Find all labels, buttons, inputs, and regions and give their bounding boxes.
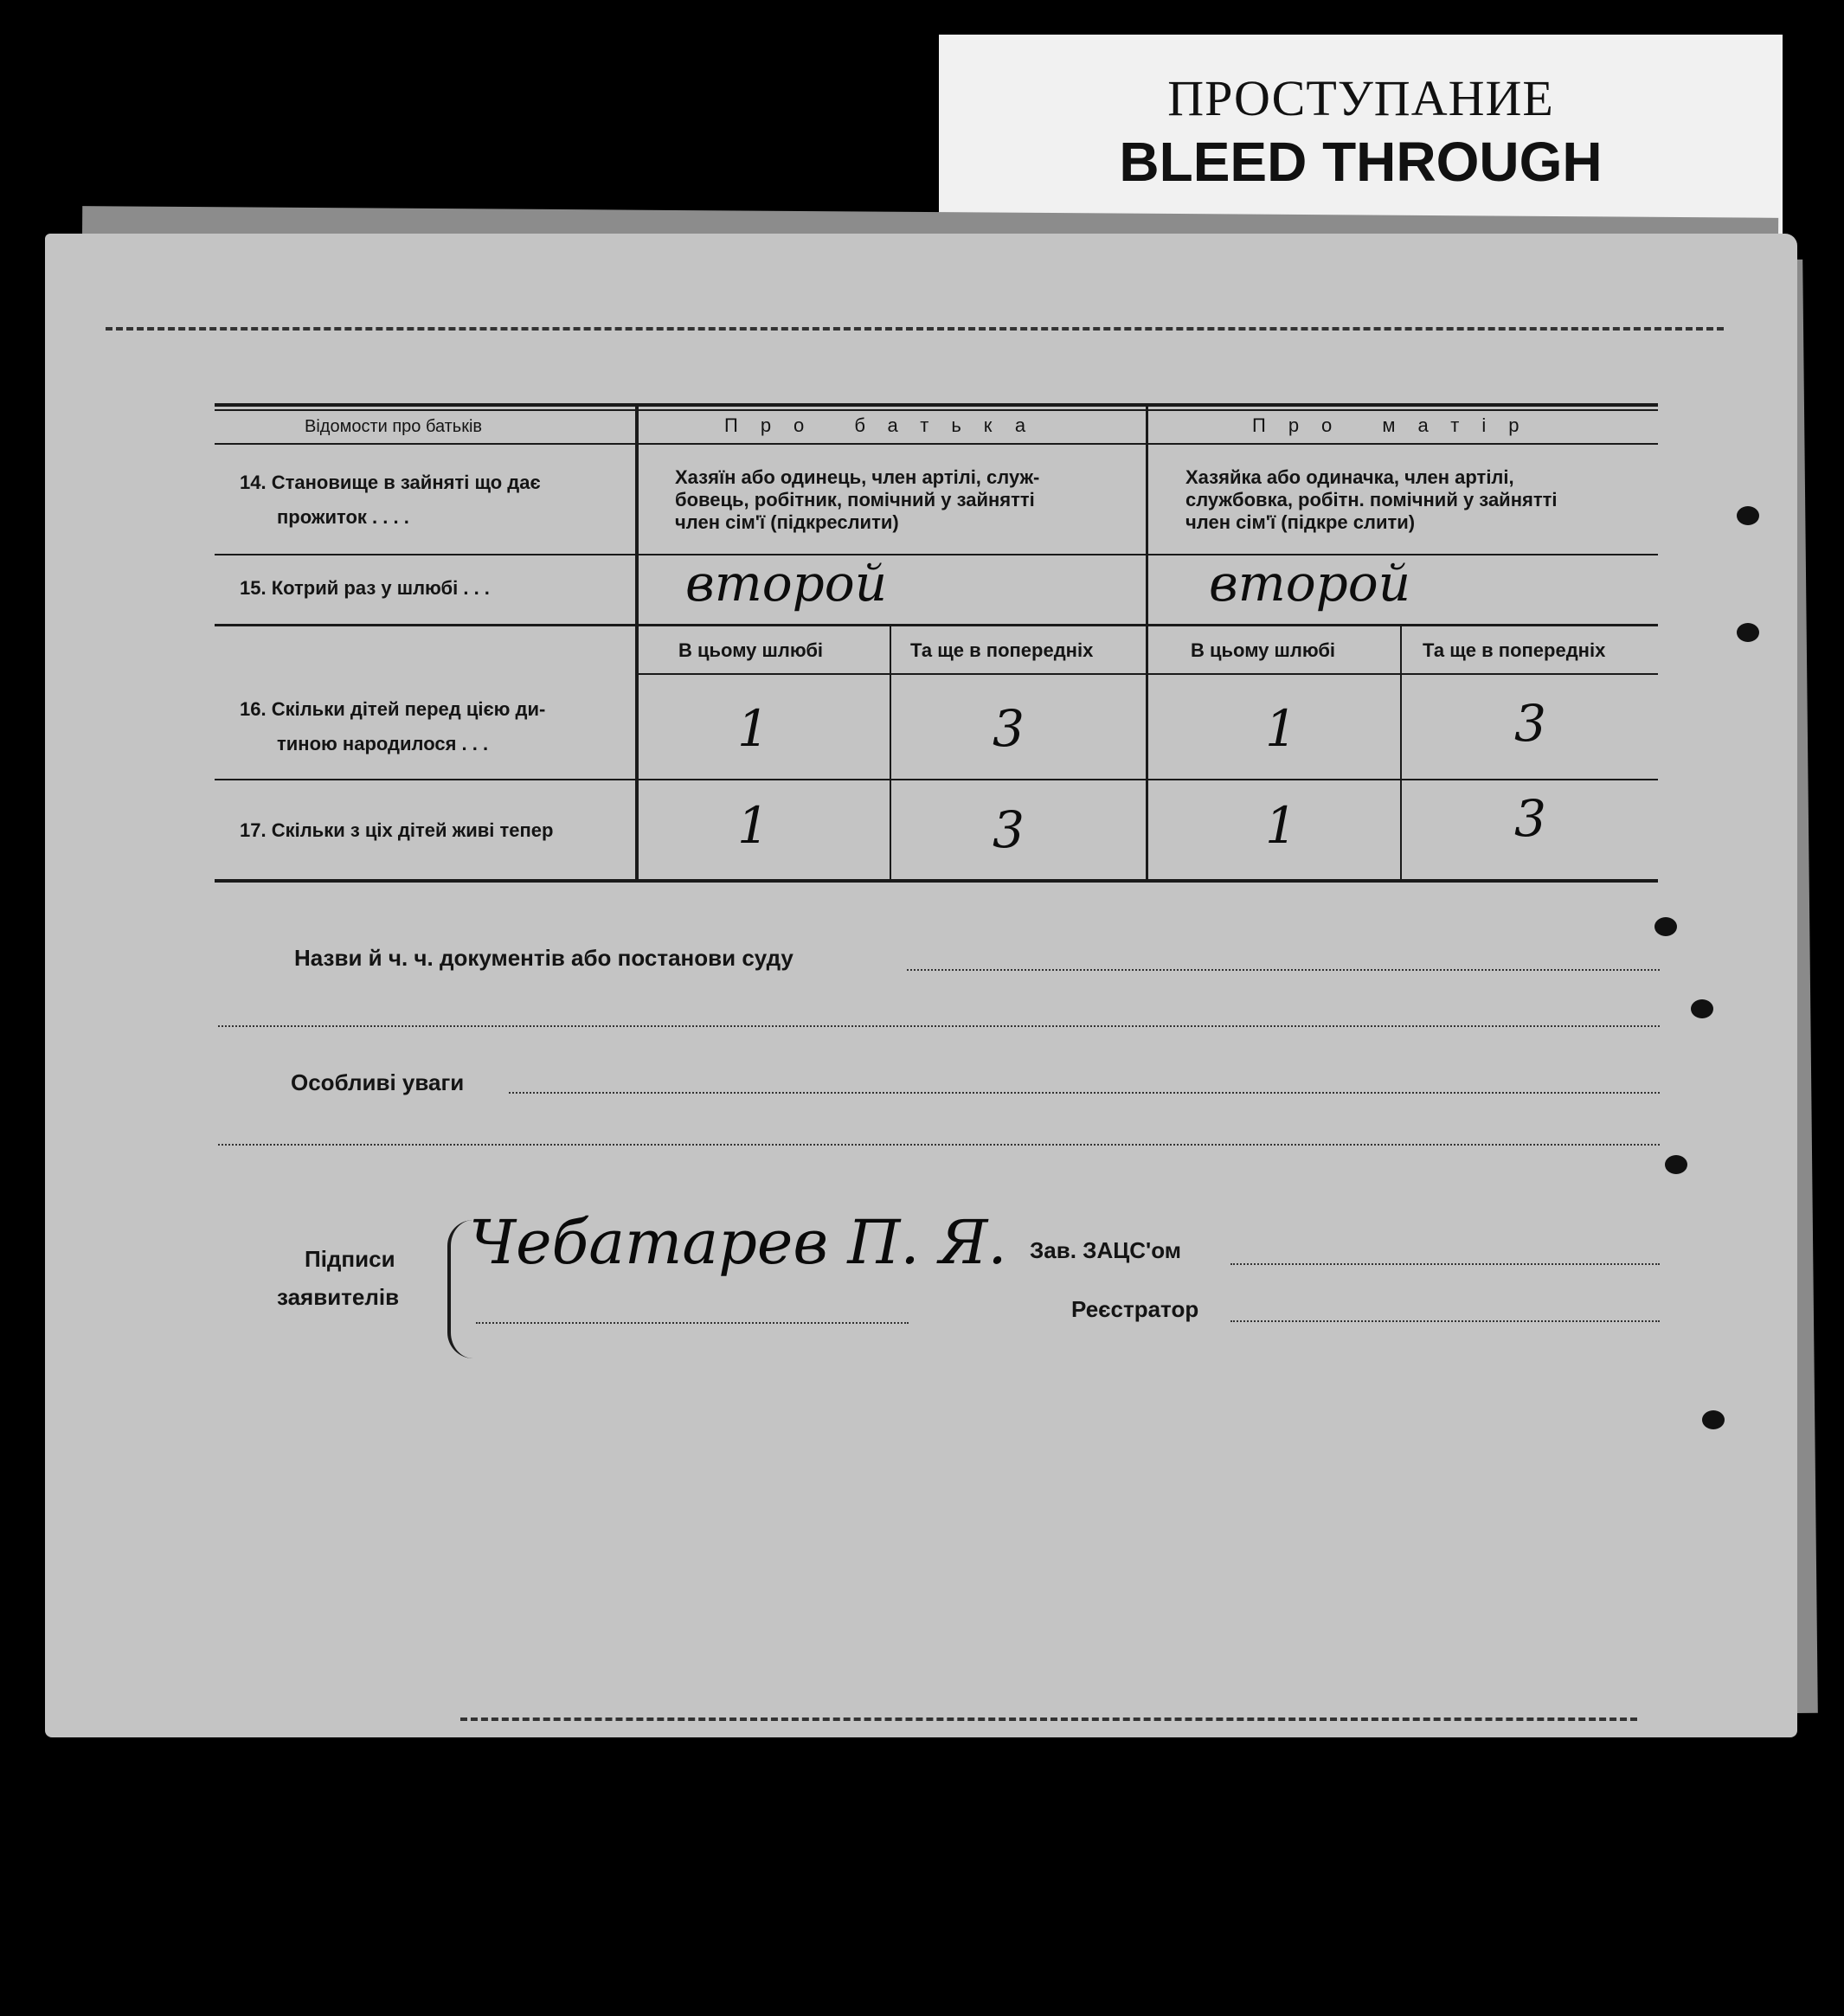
signature-field-line2 [476,1322,909,1324]
row14-label-line2: прожиток . . . . [277,506,409,528]
row17-mother-this: 1 [1265,796,1297,855]
perforation-top [106,327,1724,331]
row14-mother-line1: Хазяйка або одиначка, член артілі, [1185,466,1514,488]
table-bottom-line [215,879,1658,883]
notes-label: Особливі уваги [291,1069,465,1095]
header-parents-info: Відомости про батьків [305,417,483,436]
header-about-mother: Про матір [1252,414,1542,436]
sub-mother-this-marriage: В цьому шлюбі [1191,639,1336,661]
row16-label-line1: 16. Скільки дітей перед цією ди- [240,698,546,720]
row14-label-line1: 14. Становище в зайняті що дає [240,472,541,493]
registrar-field-line [1230,1320,1660,1322]
punch-hole [1654,917,1677,936]
documents-field-line2 [218,1025,1660,1027]
row17-father-this: 1 [737,796,769,855]
row14-father-line2: бовець, робітник, помічний у зайнятті [675,489,1035,510]
row17-mother-prev: 3 [1514,789,1546,848]
documents-label: Назви й ч. ч. документів або постанови суду [294,945,793,971]
signatures-label-line1: Підписи [305,1246,395,1272]
row14-father-line1: Хазяїн або одинець, член артілі, служ- [675,466,1040,488]
punch-hole [1737,623,1759,642]
row16-mother-prev: 3 [1514,694,1546,753]
applicant-signature: Чебатарев П. Я. [469,1207,1007,1278]
punch-hole [1665,1155,1687,1174]
row16-mother-this: 1 [1265,699,1297,758]
table-top-line [215,403,1658,407]
documents-field-line [907,969,1660,971]
row15-father-handwritten: второй [685,554,888,613]
row14-father-line3: член сім'ї (підкреслити) [675,511,899,533]
head-zags-label: Зав. ЗАЦС'ом [1030,1237,1181,1263]
sub-father-previous: Та ще в попередніх [910,639,1094,661]
row16-father-this: 1 [737,699,769,758]
row17-label: 17. Скільки з ціх дітей живі тепер [240,819,554,841]
header-about-father: Про батька [724,414,1049,436]
head-zags-field-line [1230,1263,1660,1265]
row16-father-prev: 3 [993,699,1025,758]
row15-label: 15. Котрий раз у шлюбі . . . [240,577,490,599]
registrar-label: Реєстратор [1071,1296,1199,1322]
punch-hole [1691,999,1713,1018]
row17-father-prev: 3 [993,800,1025,859]
sub-mother-previous: Та ще в попередніх [1423,639,1606,661]
row16-label-line2: тиною народилося . . . [277,733,489,754]
label-russian: ПРОСТУПАНИЕ [1167,70,1554,126]
form-sheet [45,234,1797,1737]
row14-mother-line2: службовка, робітн. помічний у зайнятті [1185,489,1558,510]
notes-field-line2 [218,1144,1660,1146]
label-english: BLEED THROUGH [1119,131,1603,193]
signatures-label-line2: заявителів [277,1284,400,1310]
punch-hole [1702,1410,1725,1429]
row15-mother-handwritten: второй [1209,554,1411,613]
row14-mother-line3: член сім'ї (підкре слити) [1185,511,1416,533]
notes-field-line [509,1092,1660,1094]
perforation-bottom [460,1717,1637,1721]
punch-hole [1737,506,1759,525]
sub-father-this-marriage: В цьому шлюбі [678,639,824,661]
